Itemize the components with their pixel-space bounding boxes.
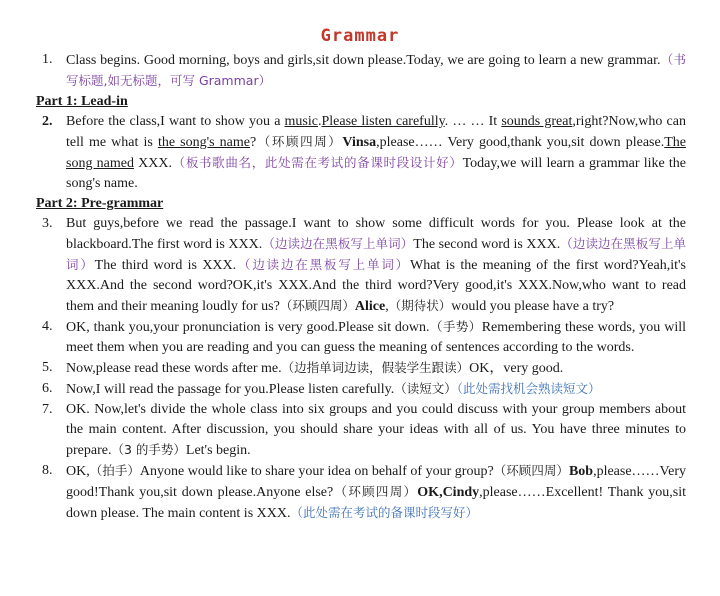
list-item-7 [36,400,686,461]
list-item-5 [36,358,686,379]
stage-direction: （环顾四周） [279,298,355,313]
stage-direction: （拍手） [89,463,140,478]
item-text: XXX. [133,156,172,171]
item-text: Remembering these words, you will meet them when you are reading and you can guess the meaning of sentences according to the words. [66,320,687,355]
stage-direction: （环顾四周） [333,484,418,499]
stage-direction: （手势） [429,319,482,334]
teacher-note: （板书歌曲名，此处需在考试的备课时段设计好） [171,155,463,170]
item-number: 2. [42,114,53,129]
item-text: Anyone would like to share your idea on behalf of your group? [139,464,494,479]
item-text: . [318,114,322,129]
item-number: 6. [42,381,53,396]
item-number: 5. [42,360,53,375]
item-text: Class begins. Good morning, boys and girls,sit down please.Today, we are going to learn a new grammar. [66,53,661,68]
item-text: Let's begin. [185,443,251,458]
list-item-1 [36,50,686,92]
teacher-note: （边读边在黑板写上单词） [236,257,410,272]
list-item-3 [36,214,686,317]
item-text: ,please……Very good!Thank you,sit down please.Anyone else? [66,464,686,500]
stage-direction: （期待状） [388,298,452,313]
item-text: OK, [66,464,90,479]
item-text: Now,I will read the passage for you.Please listen carefully. [66,382,395,397]
teacher-note: （书写标题,如无标题，可写 Grammar） [66,52,686,88]
student-name: Bob [568,464,594,479]
underlined-text: sounds great [501,114,573,129]
underlined-text: Please listen carefully [321,114,445,129]
item-text: ,please…… Very good,thank you,sit down please. [376,135,665,150]
list-item-6 [36,379,686,400]
part1-heading: Part 1: Lead-in [36,94,128,109]
student-name: Alice [354,299,386,314]
item-text: OK, thank you,your pronunciation is very good.Please sit down. [66,320,430,335]
student-name: Vinsa [342,135,377,150]
item-text: ,please……Excellent! Thank you,sit down please. The main content is XXX. [66,485,686,521]
item-text: Today,we will learn a grammar like the song's name. [66,156,686,191]
underlined-text: music [284,114,318,129]
stage-direction: （环顾四周） [256,134,343,149]
item-text: Before the class,I want to show you a [66,114,285,129]
underlined-text: The song named [66,135,686,171]
teacher-note: （此处需在考试的备课时段写好） [290,505,478,520]
underlined-text: the song's name [157,135,250,150]
item-number: 8. [42,463,53,478]
item-text: . … … It [444,114,502,129]
list-item-8 [36,461,686,524]
page-title: Grammar [320,26,400,46]
item-text: OK，very good. [469,361,564,376]
item-text: What is the meaning of the first word?Yeah,it's XXX.And the second word?OK,it's XXX.And the third word?Very good,it's XXX.Now,who want to read them and their meaning loudly for us? [66,258,686,314]
item-text: , [385,299,389,314]
stage-direction: （边指单词边读，假装学生跟读） [281,360,470,375]
stage-direction: （读短文） [394,381,457,396]
stage-direction: （3 的手势） [111,442,186,457]
teacher-note: （边读边在黑板写上单词） [66,236,686,272]
item-number: 4. [42,319,53,334]
item-number: 7. [42,402,53,417]
item-text: OK. Now,let's divide the whole class into six groups and you could discuss with your group members about the main content. After discussion, you should share your ideas with all of us. You have three minutes to prepare. [66,402,686,458]
item-text: The third word is XXX. [94,258,237,273]
part2-heading: Part 2: Pre-grammar [36,196,164,211]
item-number: 1. [42,52,53,67]
item-text: would you please have a try? [451,299,615,314]
item-text: But guys,before we read the passage.I want to show some difficult words for you. Please look at the blackboard.The first word is XXX. [66,216,686,252]
lesson-script [36,50,686,524]
list-item-2 [36,112,686,194]
student-name: OK,Cindy [417,485,480,500]
item-text: Now,please read these words after me. [66,361,282,376]
teacher-note: （此处需找机会熟读短文） [456,381,601,396]
item-text: The second word is XXX. [413,237,561,252]
list-item-4 [36,317,686,358]
item-text: ,right?Now,who can tell me what is [66,114,686,150]
item-text: ? [249,135,257,150]
item-number: 3. [42,216,53,231]
teacher-note: （边读边在黑板写上单词） [262,236,414,251]
stage-direction: （环顾四周） [493,463,569,478]
